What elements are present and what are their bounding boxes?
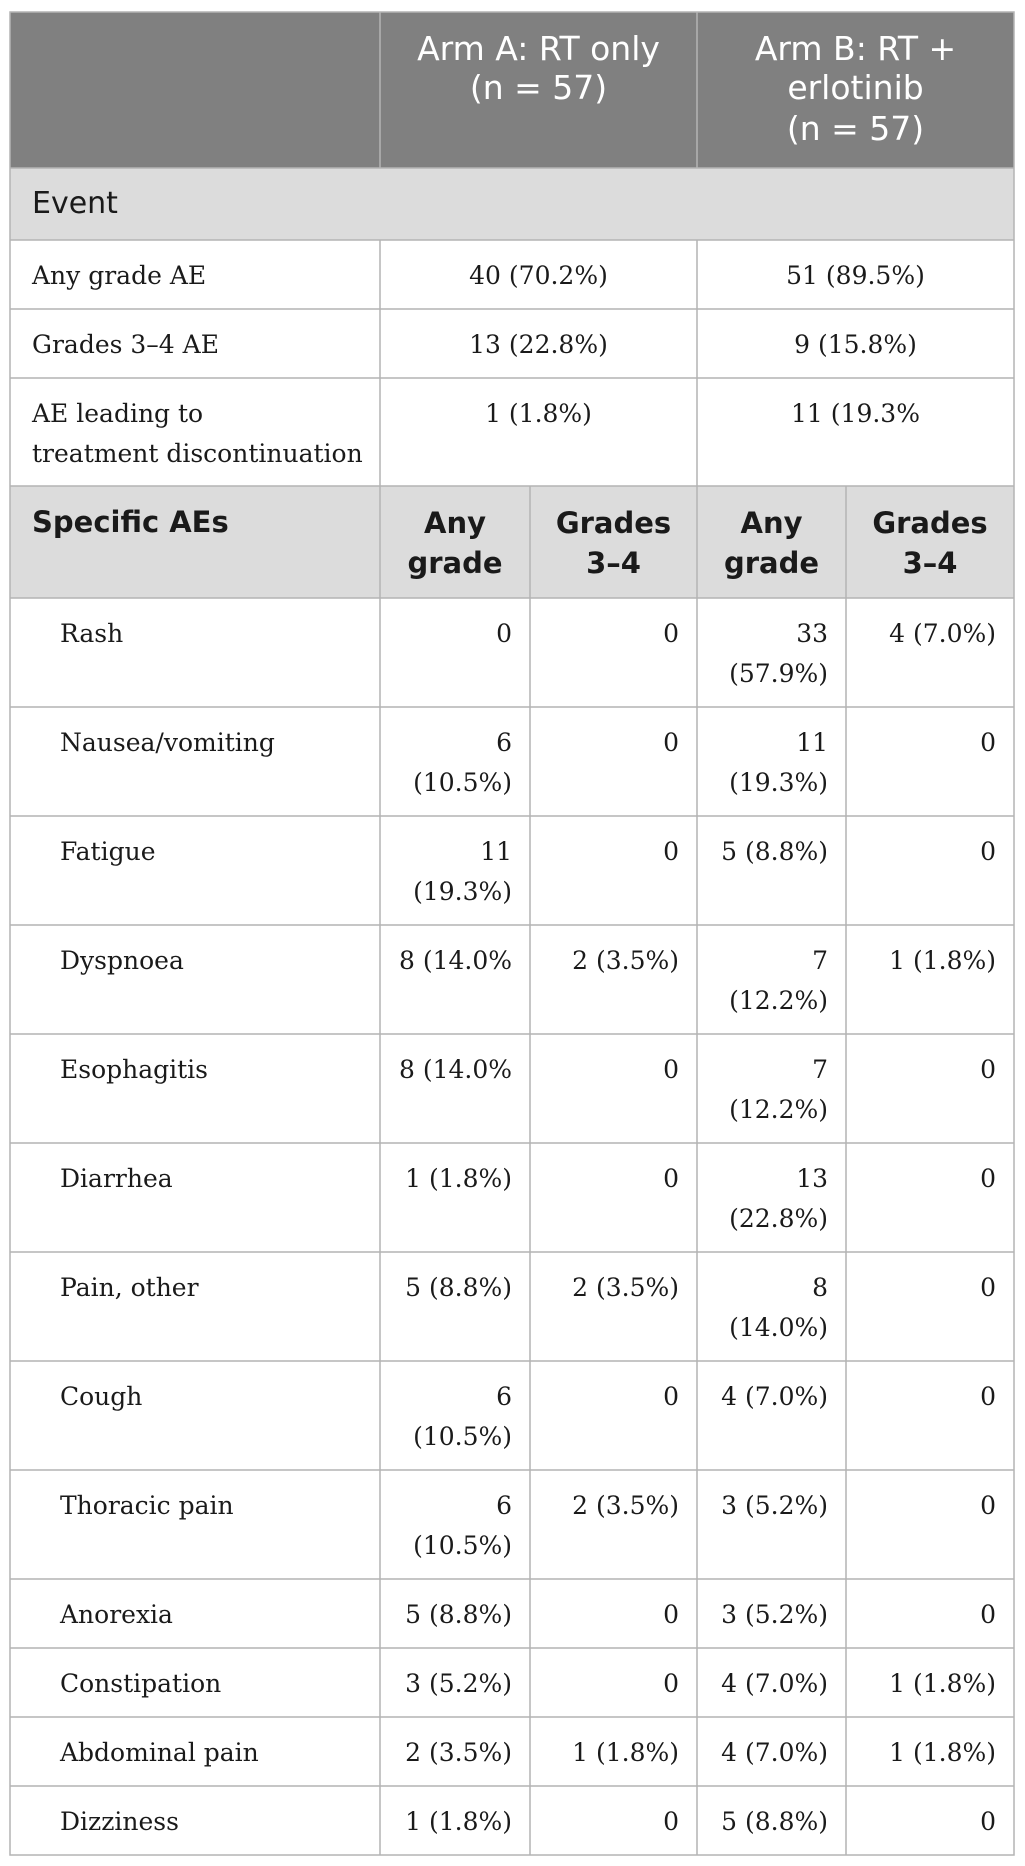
ae-cell-a-any: 6 xyxy=(496,1491,512,1520)
specific-header-col2: Grades xyxy=(555,506,672,540)
specific-aes-label: Specific AEs xyxy=(32,505,229,539)
ae-cell-b-any: 7 xyxy=(812,946,828,975)
ae-cell-b-g34: 0 xyxy=(980,1055,996,1084)
ae-name: Esophagitis xyxy=(60,1055,209,1084)
ae-cell-b-any: 11 xyxy=(796,728,828,757)
summary-row-label: treatment discontinuation xyxy=(32,439,363,468)
specific-header-col4: Grades xyxy=(872,506,988,540)
ae-cell-a-g34: 2 (3.5%) xyxy=(572,946,679,975)
specific-header-col1: grade xyxy=(407,546,503,580)
ae-cell-a-any: 2 (3.5%) xyxy=(405,1738,512,1767)
ae-cell-b-any: (19.3%) xyxy=(729,768,828,797)
ae-cell-a-g34: 2 (3.5%) xyxy=(572,1273,679,1302)
ae-cell-a-g34: 2 (3.5%) xyxy=(572,1491,679,1520)
ae-cell-b-g34: 0 xyxy=(980,1164,996,1193)
table-row xyxy=(60,1669,996,1698)
ae-cell-a-g34: 1 (1.8%) xyxy=(572,1738,679,1767)
ae-cell-b-any: (14.0%) xyxy=(729,1313,828,1342)
ae-cell-b-g34: 0 xyxy=(980,1807,996,1836)
ae-cell-b-any: 3 (5.2%) xyxy=(721,1491,828,1520)
ae-cell-a-any: 5 (8.8%) xyxy=(405,1600,512,1629)
summary-arm-a-value: 13 (22.8%) xyxy=(469,330,608,359)
summary-row-label: AE leading to xyxy=(32,399,204,428)
ae-name: Constipation xyxy=(60,1669,222,1698)
specific-header-col3: Any xyxy=(740,506,803,540)
table-row xyxy=(60,728,996,797)
ae-name: Rash xyxy=(60,619,124,648)
ae-cell-b-any: 4 (7.0%) xyxy=(721,1382,828,1411)
specific-header-col3: grade xyxy=(723,546,820,580)
ae-cell-a-g34: 0 xyxy=(663,1164,679,1193)
ae-name: Thoracic pain xyxy=(60,1491,234,1520)
summary-row-label: Grades 3–4 AE xyxy=(32,330,219,359)
ae-name: Pain, other xyxy=(60,1273,199,1302)
ae-cell-b-any: 33 xyxy=(796,619,828,648)
ae-cell-a-g34: 0 xyxy=(663,1600,679,1629)
summary-arm-b-value: 9 (15.8%) xyxy=(794,330,917,359)
arm-b-header-line1: Arm B: RT + xyxy=(754,29,957,68)
summary-arm-b-value: 11 (19.3% xyxy=(791,399,920,428)
specific-header-col4: 3–4 xyxy=(902,546,958,580)
ae-cell-a-any: 8 (14.0% xyxy=(398,1055,512,1084)
ae-cell-b-g34: 0 xyxy=(980,1600,996,1629)
ae-cell-a-any: 6 xyxy=(496,728,512,757)
specific-header-col2: 3–4 xyxy=(586,546,641,580)
ae-cell-b-any: 3 (5.2%) xyxy=(721,1600,828,1629)
arm-b-header-line3: (n = 57) xyxy=(786,109,925,148)
ae-cell-a-g34: 0 xyxy=(663,1055,679,1084)
ae-cell-b-any: (57.9%) xyxy=(729,659,828,688)
ae-name: Cough xyxy=(60,1382,143,1411)
arm-a-header-line2: (n = 57) xyxy=(469,68,608,107)
ae-cell-b-any: 5 (8.8%) xyxy=(721,837,828,866)
ae-cell-a-any: 0 xyxy=(496,619,512,648)
ae-cell-b-any: (22.8%) xyxy=(729,1204,828,1233)
table-row xyxy=(60,1273,996,1342)
ae-cell-a-any: 11 xyxy=(480,837,512,866)
ae-cell-b-any: 4 (7.0%) xyxy=(721,1738,828,1767)
ae-name: Anorexia xyxy=(60,1600,173,1629)
table-row xyxy=(59,1600,996,1629)
arm-a-header-line1: Arm A: RT only xyxy=(417,29,660,68)
ae-name: Diarrhea xyxy=(60,1164,173,1193)
ae-cell-a-any: (10.5%) xyxy=(413,1531,512,1560)
ae-cell-a-any: (10.5%) xyxy=(413,768,512,797)
table-row xyxy=(60,619,996,688)
specific-header-band xyxy=(10,486,1014,598)
table-row xyxy=(60,1382,996,1451)
ae-name: Fatigue xyxy=(60,837,156,866)
ae-cell-a-any: (10.5%) xyxy=(413,1422,512,1451)
table-row xyxy=(60,837,996,906)
ae-cell-a-g34: 0 xyxy=(663,837,679,866)
table-row xyxy=(60,1491,996,1560)
ae-cell-b-g34: 1 (1.8%) xyxy=(889,946,996,975)
ae-cell-b-g34: 0 xyxy=(980,1382,996,1411)
ae-cell-a-any: 5 (8.8%) xyxy=(405,1273,512,1302)
ae-cell-b-g34: 0 xyxy=(980,1273,996,1302)
ae-name: Abdominal pain xyxy=(60,1738,259,1767)
ae-cell-a-g34: 0 xyxy=(663,728,679,757)
event-band xyxy=(10,168,1014,240)
table-row xyxy=(60,946,996,1015)
ae-cell-a-any: 6 xyxy=(496,1382,512,1411)
ae-cell-a-any: 1 (1.8%) xyxy=(405,1164,512,1193)
ae-cell-b-any: 4 (7.0%) xyxy=(721,1669,828,1698)
ae-name: Dizziness xyxy=(60,1807,179,1836)
ae-cell-b-any: 13 xyxy=(796,1164,828,1193)
ae-cell-b-g34: 0 xyxy=(980,837,996,866)
summary-row-label: Any grade AE xyxy=(32,261,207,290)
ae-cell-a-any: 3 (5.2%) xyxy=(405,1669,512,1698)
ae-cell-a-g34: 0 xyxy=(663,1382,679,1411)
ae-cell-b-g34: 0 xyxy=(980,1491,996,1520)
ae-cell-b-any: 5 (8.8%) xyxy=(721,1807,828,1836)
ae-cell-b-g34: 1 (1.8%) xyxy=(889,1738,996,1767)
specific-header-col1: Any xyxy=(424,506,486,540)
event-label: Event xyxy=(32,186,118,221)
summary-arm-b-value: 51 (89.5%) xyxy=(786,261,925,290)
ae-cell-a-g34: 0 xyxy=(663,1669,679,1698)
table-row xyxy=(60,1055,996,1124)
summary-arm-a-value: 1 (1.8%) xyxy=(485,399,592,428)
ae-cell-b-any: 7 xyxy=(812,1055,828,1084)
ae-name: Dyspnoea xyxy=(60,946,184,975)
ae-cell-a-g34: 0 xyxy=(663,1807,679,1836)
ae-cell-b-any: (12.2%) xyxy=(729,1095,828,1124)
ae-name: Nausea/vomiting xyxy=(60,728,275,757)
ae-cell-b-g34: 1 (1.8%) xyxy=(889,1669,996,1698)
ae-cell-b-any: 8 xyxy=(812,1273,828,1302)
ae-cell-a-any: 1 (1.8%) xyxy=(405,1807,512,1836)
arm-b-header-line2: erlotinib xyxy=(787,68,924,107)
ae-cell-a-any: 8 (14.0% xyxy=(398,946,512,975)
ae-cell-b-g34: 4 (7.0%) xyxy=(889,619,996,648)
ae-cell-b-g34: 0 xyxy=(980,728,996,757)
table-row xyxy=(60,1807,996,1836)
table-row xyxy=(60,1164,996,1233)
ae-cell-a-g34: 0 xyxy=(663,619,679,648)
ae-cell-a-any: (19.3%) xyxy=(413,877,512,906)
table-row xyxy=(59,1738,996,1767)
ae-cell-b-any: (12.2%) xyxy=(729,986,828,1015)
summary-arm-a-value: 40 (70.2%) xyxy=(469,261,608,290)
